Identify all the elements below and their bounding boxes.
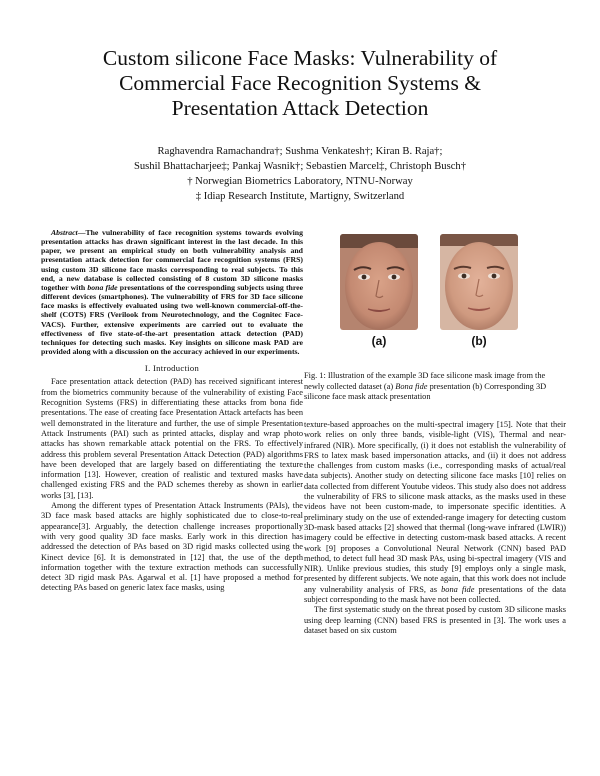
figure-caption <box>304 371 566 403</box>
caption-text: presentation (b) Corresponding 3D silicone face mask attack presentation <box>304 381 547 401</box>
right-column <box>304 420 566 636</box>
paper-title <box>40 46 560 121</box>
abstract-lead: Abstract <box>51 228 78 237</box>
affiliation: † Norwegian Biometrics Laboratory, NTNU-Norway <box>187 176 413 187</box>
author-block <box>40 144 560 204</box>
title-line: Presentation Attack Detection <box>171 96 429 120</box>
bona-fide-face-image <box>340 234 418 330</box>
figure-label-a: (a) <box>371 334 387 348</box>
caption-italic: Bona fide <box>395 381 428 391</box>
title-line: Custom silicone Face Masks: Vulnerability of <box>102 46 498 70</box>
title-line: Commercial Face Recognition Systems & <box>119 71 481 95</box>
section-heading: I. Introduction <box>144 363 200 374</box>
figure-label-b: (b) <box>471 334 487 348</box>
author-line: Sushil Bhattacharjee‡; Pankaj Wasnik†; Sebastien Marcel‡, Christoph Busch† <box>133 161 466 172</box>
abstract <box>41 228 303 356</box>
body-italic: bona fide <box>441 584 475 594</box>
mask-face-image <box>440 234 518 330</box>
abstract-text: —The vulnerability of face recognition systems towards evolving presentation attacks has drawn significant interest in the last decade. In this paper, we present an empirical study on both vulnerability analysis and presentation attack detection for commercial face recognition systems (FRS) using custom 3D silicone face masks corresponding to real subjects. To this end, a new database is collected consisting of 8 custom 3D silicone masks together with <box>41 228 303 292</box>
figure-1 <box>304 228 566 370</box>
abstract-italic: bona fide <box>87 282 118 292</box>
body-text: texture-based approaches on the multi-spectral imagery [15]. Note that their work relies on only three bands, visible-light (VIS), Thermal and near-infrared (NIR). More specifically, (i) it does not establish the vulnerability of FRS to latex mask based impersonation attacks, and (ii) it does not address the challenges from custom masks (i.e., corresponding masks of actual/real data subjects). Another study on detecting silicone face masks [10] relies on data collected from different Youtube videos. This study also does not address the vulnerability of FRS to silicone mask attacks, as the masks used in these videos have not been custom-made, to impersonate specific identities. A preliminary study on the use of extended-range imagery for detecting custom 3D-mask based attacks [2] showed that thermal (long-wave infrared (LWIR)) imagery could be effective in detecting custom-mask based attacks. A recent work [9] proposes a Convolutional Neural Network (CNN) based PAD method, to detect full head 3D mask PAs, using bi-spectral imagery (VIS and NIR). Unlike previous studies, this study [9] employs only a single mask, presented by different subjects. We note again, that this work does not include any vulnerability analysis of FRS, as <box>304 420 566 594</box>
body-paragraph <box>304 420 566 605</box>
affiliation: ‡ Idiap Research Institute, Martigny, Switzerland <box>195 191 405 202</box>
body-paragraph: Face presentation attack detection (PAD) has received significant interest from the biometrics community because of the vulnerability of existing Face Recognition Systems (FRS) in differentiating these attacks from bona fide presentations. The ease of creating face Presentation Attack artefacts has been well demonstrated in the literature and further, the use of simple Presentation Attack Instruments (PAI) such as printed attacks, display and wrap photo attacks has shown remarkable attack potential on the FRS. To effectively address this problem several Presentation Attack Detection (PAD) algorithms have been developed that are largely based on differentiating the texture information [13]. However, creation of realistic and textured masks have challenged existing FRS and the PAD schemes thereby as shown in earlier works [3], [13]. <box>41 377 303 500</box>
abstract-text: presentations of the corresponding subjects using three different devices (smartphones). The vulnerability of FRS for 3D face silicone face masks is effectively evaluated using two well-known commercial-off-the-shelf (COTS) FRS (Verilook from Neurotechnology, and the Cognitec Face-VACS). Further, extensive experiments are carried out to evaluate the effectiveness of five state-of-the-art presentation attack detection (PAD) techniques for detecting such masks. Key insights on silicone mask PAD are provided along with a discussion on the accuracy achieved in our experiments. <box>41 282 304 357</box>
body-paragraph: Among the different types of Presentation Attack Instruments (PAIs), the 3D face mask based attacks are highly sophisticated due to close-to-real appearance[3]. Arguably, the detection challenge increases proportionally with very good quality 3D face masks. Early work in this direction has addressed the detection of PAs based on 3D rigid masks collected using the Kinect device [6]. It is demonstrated in [12] that, the use of the depth information together with the texture extraction methods can successfully detect 3D rigid mask PAs. Agarwal et al. [1] have proposed a method for detecting PAs based on generic latex face masks, using <box>41 501 303 593</box>
left-column <box>41 228 303 594</box>
body-text: presentations of the data subject corresponding to the mask have not been collected. <box>304 584 566 605</box>
body-paragraph: The first systematic study on the threat posed by custom 3D silicone masks using deep learning (CNN) based FRS is presented in [3]. The work uses a dataset based on six custom <box>304 605 566 635</box>
caption-text: Fig. 1: Illustration of the example 3D face silicone mask image from the newly collected dataset (a) <box>304 371 546 391</box>
author-line: Raghavendra Ramachandra†; Sushma Venkatesh†; Kiran B. Raja†; <box>157 146 443 157</box>
